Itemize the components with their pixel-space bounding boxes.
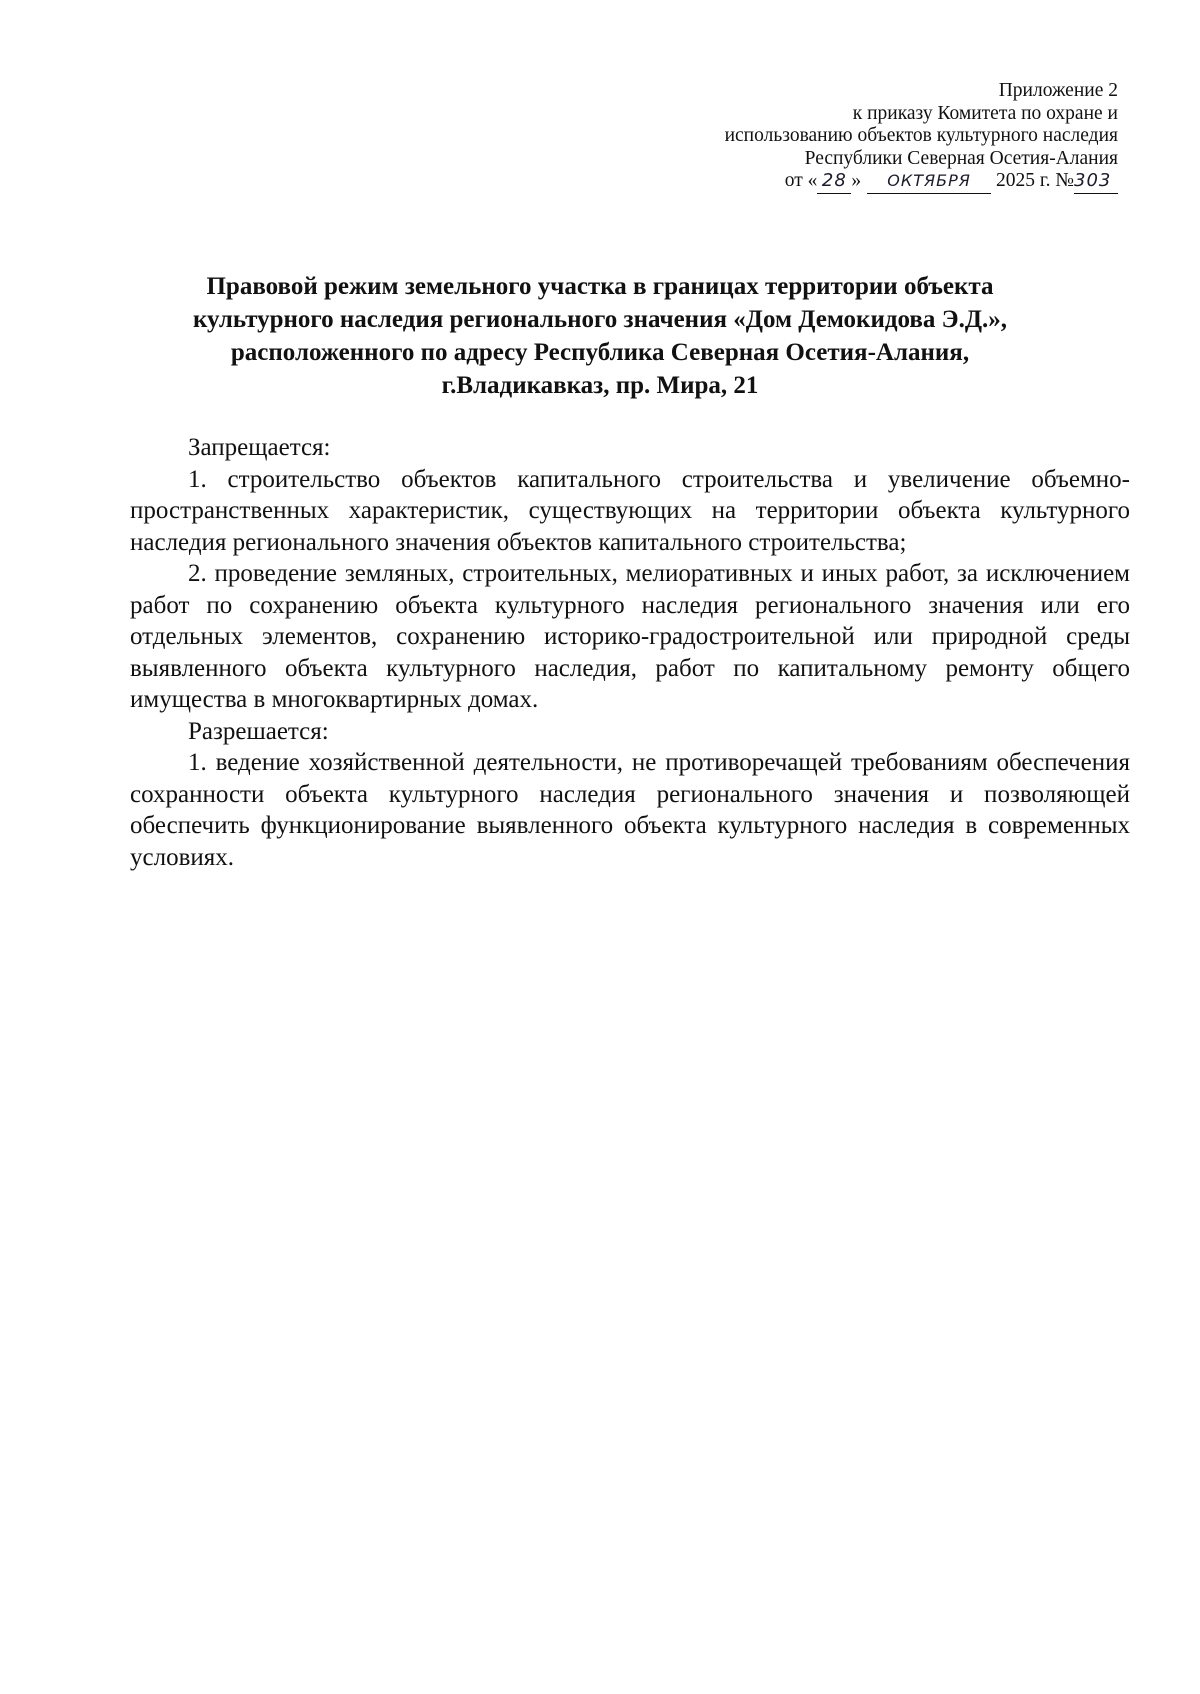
title-line: г.Владикавказ, пр. Мира, 21 bbox=[441, 372, 759, 399]
appendix-title: Приложение 2 bbox=[998, 80, 1118, 101]
appendix-date-line bbox=[598, 170, 1118, 194]
prohibited-heading: Запрещается: bbox=[188, 434, 331, 461]
appendix-committee: использованию объектов культурного наследия bbox=[724, 125, 1118, 146]
title-line: культурного наследия регионального значения «Дом Демокидова Э.Д.», bbox=[192, 306, 1008, 333]
appendix-republic: Республики Северная Осетия-Алания bbox=[804, 147, 1118, 169]
document-body bbox=[130, 432, 1130, 873]
date-quote-close: » bbox=[851, 170, 862, 191]
prohibited-item: 2. проведение земляных, строительных, мелиоративных и иных работ, за исключением работ по сохранению объекта культурного наследия регионального значения или его отдельных элементов, сохранению историко-градостроительной или природной среды выявленного объекта культурного наследия, работ по капитальному ремонту общего имущества в многоквартирных домах. bbox=[130, 560, 1130, 713]
title-line: расположенного по адресу Республика Северная Осетия-Алания, bbox=[230, 339, 970, 366]
title-line: Правовой режим земельного участка в границах территории объекта bbox=[206, 273, 994, 300]
allowed-item: 1. ведение хозяйственной деятельности, не противоречащей требованиям обеспечения сохранности объекта культурного наследия регионального значения и позволяющей обеспечить функционирование выявленного объекта культурного наследия в современных условиях. bbox=[130, 749, 1130, 871]
prohibited-item: 1. строительство объектов капитального строительства и увеличение объемно-пространственных характеристик, существующих на территории объекта культурного наследия регионального значения объектов капитального строительства; bbox=[130, 465, 1130, 556]
appendix-order-ref: к приказу Комитета по охране и bbox=[852, 102, 1118, 124]
date-year: 2025 г. № bbox=[995, 170, 1074, 191]
handwritten-order-number: 303 bbox=[1074, 170, 1118, 194]
handwritten-month: ОКТЯБРЯ bbox=[867, 170, 991, 194]
appendix-header bbox=[598, 80, 1118, 194]
handwritten-day: 28 bbox=[817, 170, 851, 194]
date-prefix: от « bbox=[784, 170, 818, 191]
allowed-heading: Разрешается: bbox=[188, 717, 329, 745]
document-title bbox=[120, 270, 1080, 402]
